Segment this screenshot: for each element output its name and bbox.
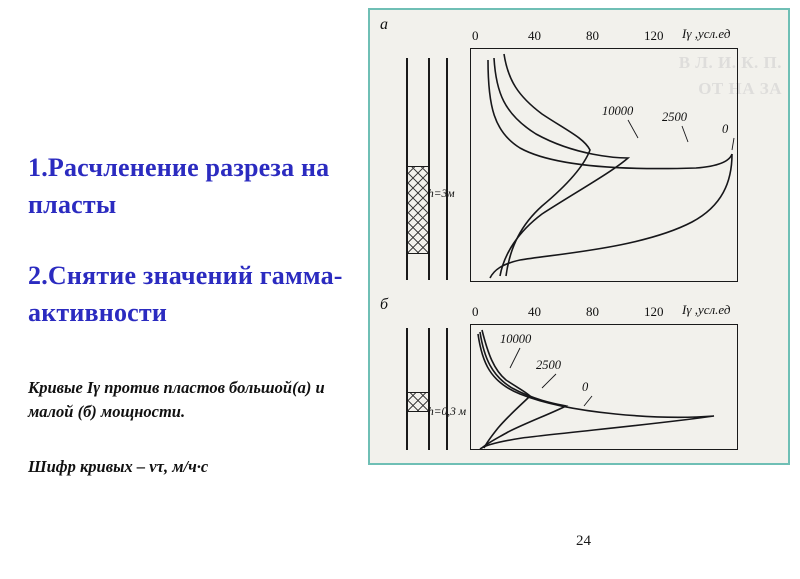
- curves-a: [370, 10, 790, 292]
- x-tick-b-1: 40: [528, 304, 541, 319]
- curve-label-a-2500: 2500: [662, 110, 687, 124]
- text-column: [28, 150, 348, 480]
- heading-item-2: 2.Снятие значений гамма-активности: [28, 260, 343, 327]
- x-tick-b-3: 120: [644, 304, 664, 319]
- panel-label-a: а: [380, 16, 388, 33]
- figure-caption: Кривые Iγ против пластов большой(а) и малой (б) мощности.: [28, 377, 325, 422]
- x-tick-b-0: 0: [472, 304, 479, 319]
- x-tick-b-2: 80: [586, 304, 599, 319]
- figure-panel-a: [370, 10, 790, 292]
- x-axis-title-a: Iγ ,усл.ед: [682, 26, 731, 41]
- panel-label-b: б: [380, 296, 389, 313]
- bed-thickness-label-a: h=3м: [428, 188, 455, 200]
- x-tick-a-2: 80: [586, 28, 599, 43]
- figure-image: [368, 8, 790, 465]
- curve-label-b-0: 0: [582, 380, 589, 394]
- curve-label-a-10000: 10000: [602, 104, 634, 118]
- curves-b: [370, 292, 790, 465]
- x-tick-a-3: 120: [644, 28, 664, 43]
- page-number: 24: [576, 533, 591, 549]
- x-axis-title-b: Iγ ,усл.ед: [682, 302, 731, 317]
- curve-label-b-10000: 10000: [500, 332, 532, 346]
- x-tick-a-0: 0: [472, 28, 479, 43]
- figure-panel-b: [370, 292, 790, 465]
- curve-label-a-0: 0: [722, 122, 729, 136]
- bed-thickness-label-b: h=0,3 м: [428, 406, 467, 418]
- curve-code-note: Шифр кривых – vτ, м/ч·с: [28, 457, 209, 477]
- curve-label-b-2500: 2500: [536, 358, 561, 372]
- x-tick-a-1: 40: [528, 28, 541, 43]
- background-ghost-text: В Л. И. К. П. ОТ НА ЗА: [678, 53, 782, 99]
- heading-item-1: 1.Расчленение разреза на пласты: [28, 153, 330, 219]
